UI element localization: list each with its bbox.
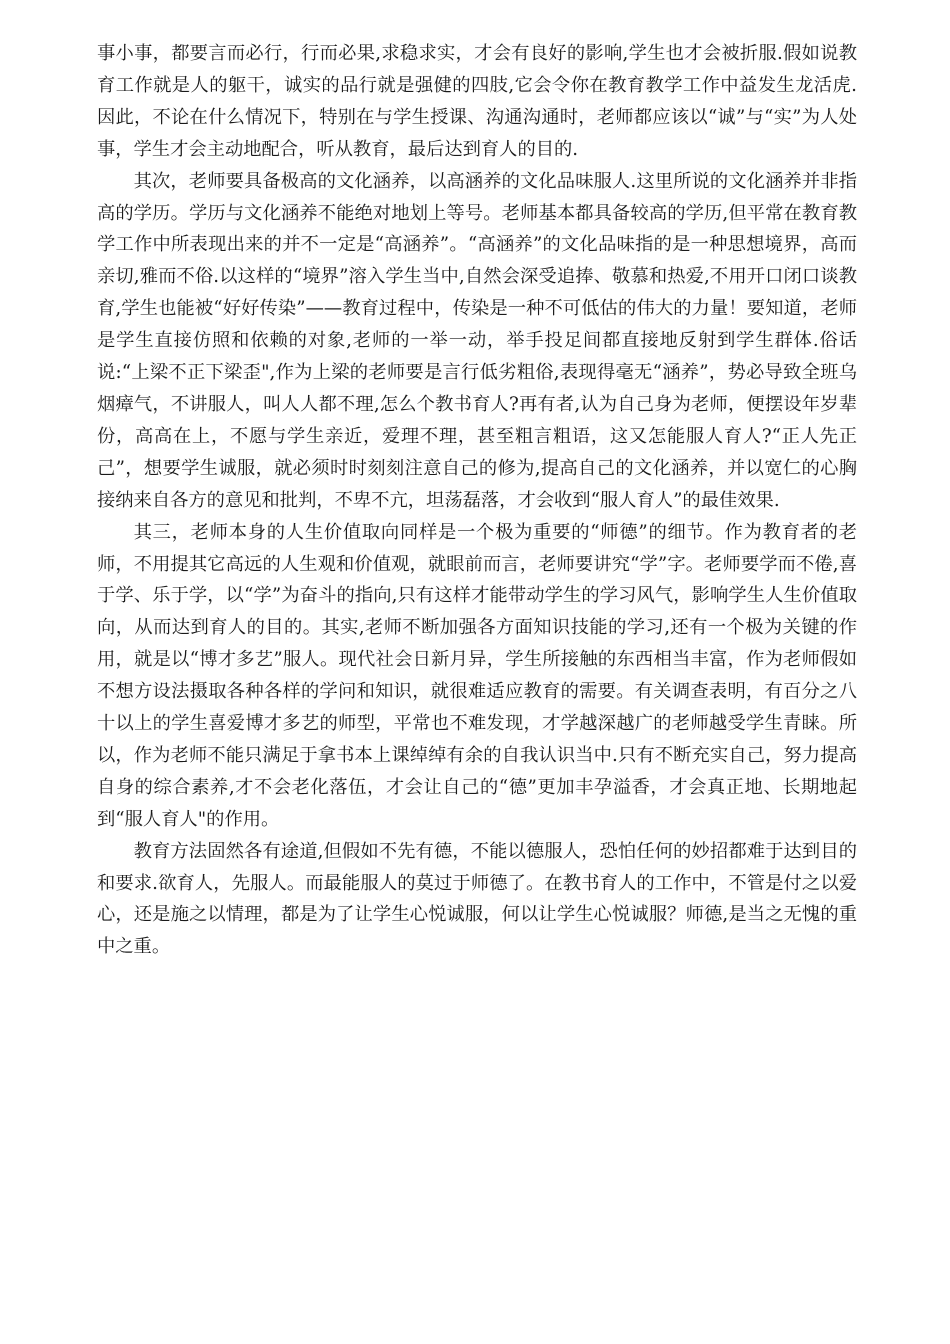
paragraph-cultural-cultivation: 其次，老师要具备极高的文化涵养，以高涵养的文化品味服人.这里所说的文化涵养并非指高的学历。学历与文化涵养不能绝对地划上等号。老师基本都具备较高的学历,但平常在教育教学工作中所表现出来的并不一定是“高涵养”。“高涵养”的文化品味指的是一种思想境界，高而亲切,雅而不俗.以这样的“境界”溶入学生当中,自然会深受追捧、敬慕和热爱,不用开口闭口谈教育,学生也能被“好好传染”——教育过程中，传染是一种不可低估的伟大的力量！要知道，老师是学生直接仿照和依赖的对象,老师的一举一动，举手投足间都直接地反射到学生群体.俗话说:“上梁不正下梁歪",作为上梁的老师要是言行低劣粗俗,表现得毫无“涵养”，势必导致全班乌烟瘴气，不讲服人，叫人人都不理,怎么个教书育人?再有者,认为自己身为老师，便摆设年岁辈份，高高在上，不愿与学生亲近，爱理不理，甚至粗言粗语，这又怎能服人育人?“正人先正己”，想要学生诚服，就必须时时刻刻注意自己的修为,提高自己的文化涵养，并以宽仁的心胸接纳来自各方的意见和批判，不卑不亢，坦荡磊落，才会收到“服人育人”的最佳效果. (97, 170, 857, 511)
paragraph-life-values: 其三，老师本身的人生价值取向同样是一个极为重要的“师德”的细节。作为教育者的老师，不用提其它高远的人生观和价值观，就眼前而言，老师要讲究“学”字。老师要学而不倦,喜于学、乐于学，以“学”为奋斗的指向,只有这样才能带动学生的学习风气，影响学生人生价值取向，从而达到育人的目的。其实,老师不断加强各方面知识技能的学习,还有一个极为关键的作用，就是以“博才多艺”服人。现代社会日新月异，学生所接触的东西相当丰富，作为老师假如不想方设法摄取各种各样的学问和知识，就很难适应教育的需要。有关调查表明，有百分之八十以上的学生喜爱博才多艺的师型，平常也不难发现，才学越深越广的老师越受学生青睐。所以，作为老师不能只满足于拿书本上课绰绰有余的自我认识当中.只有不断充实自己，努力提高自身的综合素养,才不会老化落伍，才会让自己的“德”更加丰孕溢香，才会真正地、长期地起到“服人育人"的作用。 (97, 521, 857, 830)
document-body (97, 38, 857, 963)
paragraph-continuation: 事小事，都要言而必行，行而必果,求稳求实，才会有良好的影响,学生也才会被折服.假如说教育工作就是人的躯干，诚实的品行就是强健的四肢,它会令你在教育教学工作中益发生龙活虎.因此，不论在什么情况下，特别在与学生授课、沟通沟通时，老师都应该以“诚”与“实”为人处事，学生才会主动地配合，听从教育，最后达到育人的目的. (97, 43, 857, 160)
paragraph-conclusion: 教育方法固然各有途道,但假如不先有德，不能以德服人，恐怕任何的妙招都难于达到目的和要求.欲育人，先服人。而最能服人的莫过于师德了。在教书育人的工作中，不管是付之以爱心，还是施之以情理，都是为了让学生心悦诚服，何以让学生心悦诚服？师德,是当之无愧的重中之重。 (97, 840, 857, 958)
